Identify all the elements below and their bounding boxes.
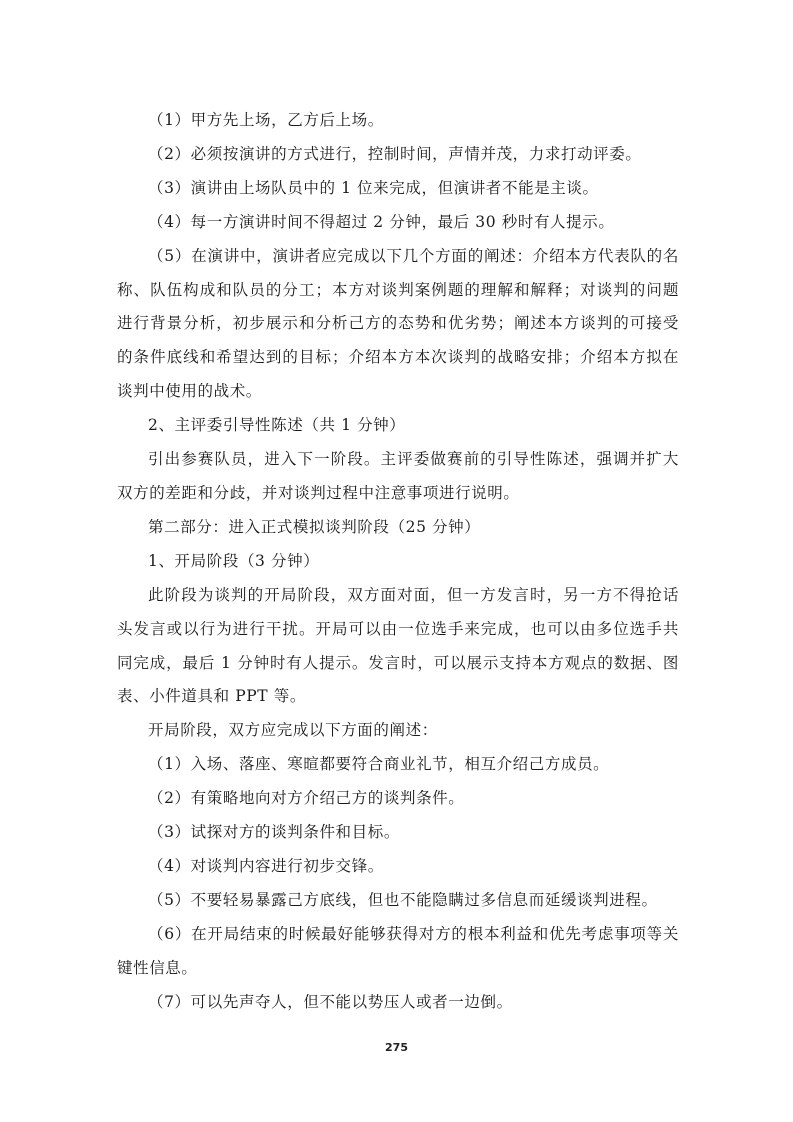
paragraph-5: （5）在演讲中，演讲者应完成以下几个方面的阐述：介绍本方代表队的名称、队伍构成和队员的分工；本方对谈判案例题的理解和解释；对谈判的问题进行背景分析，初步展示和分析己方的态势和优劣势；阐述本方谈判的可接受的条件底线和希望达到的目标；介绍本方本次谈判的战略安排；介绍本方拟在谈判中使用的战术。 [117, 246, 679, 401]
paragraph-10: 此阶段为谈判的开局阶段，双方面对面，但一方发言时，另一方不得抢话头发言或以行为进行干扰。开局可以由一位选手来完成，也可以由多位选手共同完成，最后 1 分钟时有人提示。发言时，可以展示支持本方观点的数据、图表、小件道具和 PPT 等。 [117, 585, 679, 706]
section-heading-opening: 1、开局阶段（3 分钟） [148, 551, 320, 570]
body-text [117, 104, 679, 1019]
section-heading-2: 2、主评委引导性陈述（共 1 分钟） [148, 416, 406, 435]
list-item-1: （1）入场、落座、寒暄都要符合商业礼节，相互介绍己方成员。 [148, 755, 610, 774]
paragraph-1: （1）甲方先上场，乙方后上场。 [148, 111, 384, 129]
paragraph-11: 开局阶段，双方应完成以下方面的阐述： [148, 721, 438, 740]
paragraph-2: （2）必须按演讲的方式进行，控制时间，声情并茂，力求打动评委。 [148, 144, 642, 163]
paragraph-7: 引出参赛队员，进入下一阶段。主评委做赛前的引导性陈述，强调并扩大双方的差距和分歧，并对谈判过程中注意事项进行说明。 [117, 450, 679, 502]
list-item-3: （3）试探对方的谈判条件和目标。 [148, 823, 400, 842]
list-item-5: （5）不要轻易暴露己方底线，但也不能隐瞒过多信息而延缓谈判进程。 [148, 890, 658, 909]
list-item-6: （6）在开局结束的时候最好能够获得对方的根本利益和优先考虑事项等关键性信息。 [117, 924, 679, 977]
list-item-4: （4）对谈判内容进行初步交锋。 [148, 856, 384, 875]
paragraph-3: （3）演讲由上场队员中的 1 位来完成，但演讲者不能是主谈。 [148, 178, 599, 197]
list-item-7: （7）可以先声夺人，但不能以势压人或者一边倒。 [148, 992, 513, 1011]
list-item-2: （2）有策略地向对方介绍己方的谈判条件。 [148, 789, 465, 808]
page-number: 275 [385, 1041, 408, 1054]
paragraph-4: （4）每一方演讲时间不得超过 2 分钟，最后 30 秒时有人提示。 [148, 212, 615, 231]
part-heading-2: 第二部分：进入正式模拟谈判阶段（25 分钟） [148, 517, 481, 536]
